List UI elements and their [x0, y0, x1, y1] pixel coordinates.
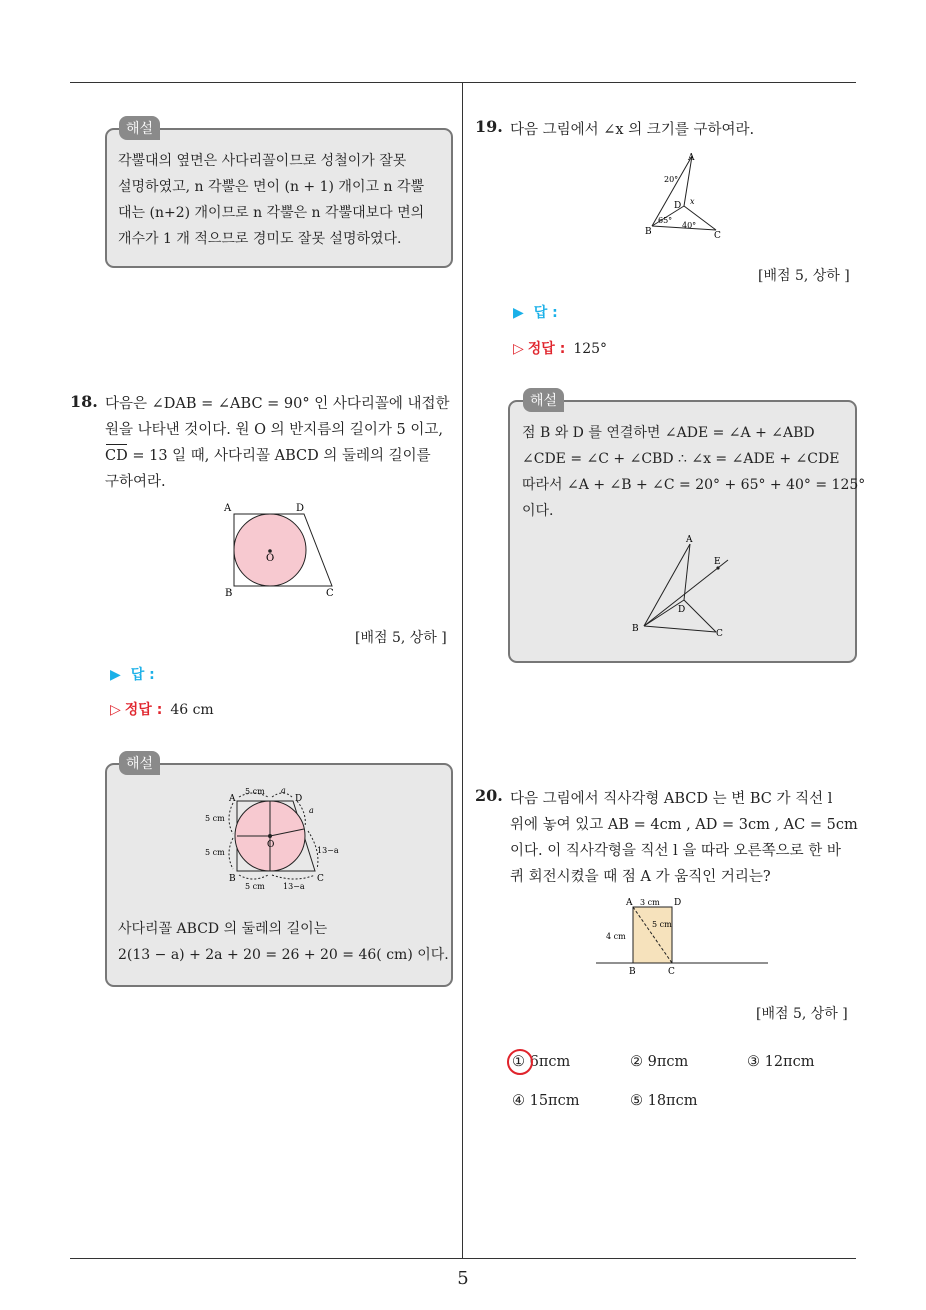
- svg-text:D: D: [678, 605, 686, 615]
- label-B: B: [225, 588, 233, 599]
- svg-text:D: D: [674, 898, 682, 908]
- svg-text:D: D: [295, 794, 303, 804]
- question-number: 18.: [70, 392, 98, 411]
- svg-text:3 cm: 3 cm: [640, 898, 660, 907]
- svg-text:A: A: [688, 153, 695, 163]
- points-label: [배점 5, 상하 ]: [756, 1006, 848, 1022]
- explanation-line: 점 B 와 D 를 연결하면 ∠ADE = ∠A + ∠ABD: [522, 425, 815, 441]
- question-text: 위에 놓여 있고 AB = 4cm , AD = 3cm , AC = 5cm: [510, 817, 858, 833]
- svg-text:O: O: [267, 840, 275, 850]
- label-O: O: [266, 553, 275, 564]
- svg-text:E: E: [714, 557, 721, 567]
- correct-value: 46 cm: [170, 702, 214, 718]
- label-D: D: [296, 503, 305, 514]
- explanation-box-17: [105, 128, 453, 268]
- question-text: 원을 나타낸 것이다. 원 O 의 반지름의 길이가 5 이고,: [105, 422, 443, 438]
- correct-label: 정답 :: [124, 702, 163, 718]
- page-number: 5: [457, 1268, 469, 1289]
- trapezoid-incircle-figure: [220, 500, 350, 600]
- explanation-box-19: [508, 400, 866, 663]
- svg-text:A: A: [229, 794, 236, 804]
- svg-text:C: C: [668, 967, 675, 977]
- svg-text:40°: 40°: [682, 221, 697, 230]
- correct-label: 정답 :: [527, 341, 566, 357]
- question-text: CD = 13 일 때, 사다리꼴 ABCD 의 둘레의 길이를: [105, 448, 431, 464]
- points-label: [배점 5, 상하 ]: [355, 630, 447, 646]
- cd-overline: [106, 444, 127, 445]
- answer-arrow-icon: ▶: [110, 667, 121, 683]
- explanation-figure-18: [205, 783, 355, 893]
- explanation-tag: 해설: [119, 751, 160, 775]
- column-divider: [462, 83, 463, 1258]
- answer-label: 답 :: [533, 305, 558, 321]
- svg-text:5 cm: 5 cm: [205, 848, 225, 857]
- svg-text:A: A: [626, 898, 633, 908]
- explanation-line: 사다리꼴 ABCD 의 둘레의 길이는: [118, 921, 328, 937]
- explanation-line: ∠CDE = ∠C + ∠CBD ∴ ∠x = ∠ADE + ∠CDE: [522, 451, 840, 467]
- header-rule: [70, 82, 856, 83]
- label-C: C: [326, 588, 334, 599]
- svg-text:5 cm: 5 cm: [205, 814, 225, 823]
- answer-arrow-icon: ▶: [513, 305, 524, 321]
- rectangle-figure-20: [596, 895, 771, 980]
- svg-text:13−a: 13−a: [317, 846, 339, 855]
- question-number: 19.: [475, 117, 503, 136]
- correct-answer-row: [513, 338, 607, 358]
- svg-text:4 cm: 4 cm: [606, 932, 626, 941]
- svg-text:a: a: [281, 786, 286, 795]
- svg-text:5 cm: 5 cm: [245, 882, 265, 891]
- choice-5[interactable]: ⑤ 18πcm: [630, 1093, 698, 1109]
- svg-text:C: C: [714, 231, 721, 240]
- explanation-line: 따라서 ∠A + ∠B + ∠C = 20° + 65° + 40° = 125°: [522, 477, 866, 493]
- answer-row: [110, 664, 155, 684]
- answer-label: 답 :: [130, 667, 155, 683]
- explanation-tag: 해설: [119, 116, 160, 140]
- correct-answer-row: [110, 699, 214, 719]
- choice-2[interactable]: ② 9πcm: [630, 1054, 689, 1070]
- triangle-figure-19: [640, 148, 730, 240]
- svg-text:A: A: [686, 535, 693, 545]
- explanation-tag: 해설: [523, 388, 564, 412]
- explanation-line: 2(13 − a) + 2a + 20 = 26 + 20 = 46( cm) 이다.: [118, 947, 449, 963]
- correct-arrow-icon: ▷: [513, 341, 524, 357]
- label-A: A: [224, 503, 232, 514]
- svg-text:B: B: [229, 874, 236, 884]
- svg-text:5 cm: 5 cm: [245, 787, 265, 796]
- choice-3[interactable]: ③ 12πcm: [747, 1054, 815, 1070]
- correct-arrow-icon: ▷: [110, 702, 121, 718]
- explanation-figure-19: [628, 532, 738, 642]
- svg-text:20°: 20°: [664, 175, 679, 184]
- svg-text:5 cm: 5 cm: [652, 920, 672, 929]
- question-text: 구하여라.: [105, 474, 166, 490]
- explanation-box-18: [105, 763, 453, 987]
- svg-text:13−a: 13−a: [283, 882, 305, 891]
- explanation-line: 각뿔대의 옆면은 사다리꼴이므로 성철이가 잘못: [118, 153, 407, 169]
- svg-text:B: B: [629, 967, 636, 977]
- svg-text:C: C: [716, 629, 723, 639]
- choice-4[interactable]: ④ 15πcm: [512, 1093, 580, 1109]
- choice-1[interactable]: ① 6πcm: [512, 1054, 571, 1070]
- footer-rule: [70, 1258, 856, 1259]
- points-label: [배점 5, 상하 ]: [758, 268, 850, 284]
- explanation-line: 설명하였고, n 각뿔은 면이 (n + 1) 개이고 n 각뿔: [118, 179, 424, 195]
- svg-text:B: B: [632, 624, 639, 634]
- svg-text:x: x: [690, 197, 695, 206]
- correct-value: 125°: [573, 341, 608, 357]
- selected-choice-circle: [507, 1049, 533, 1075]
- explanation-line: 이다.: [522, 503, 554, 519]
- svg-text:a: a: [309, 806, 314, 815]
- svg-text:D: D: [674, 201, 682, 211]
- svg-text:C: C: [317, 874, 324, 884]
- question-number: 20.: [475, 786, 503, 805]
- explanation-line: 대는 (n+2) 개이므로 n 각뿔은 n 각뿔대보다 면의: [118, 205, 425, 221]
- answer-row: [513, 302, 558, 322]
- question-text: 다음 그림에서 ∠x 의 크기를 구하여라.: [510, 122, 755, 138]
- svg-text:65°: 65°: [658, 216, 673, 225]
- question-text: 다음 그림에서 직사각형 ABCD 는 변 BC 가 직선 l: [510, 791, 833, 807]
- explanation-line: 개수가 1 개 적으므로 경미도 잘못 설명하였다.: [118, 231, 402, 247]
- question-text: 이다. 이 직사각형을 직선 l 을 따라 오른쪽으로 한 바: [510, 843, 841, 859]
- question-text: 퀴 회전시켰을 때 점 A 가 움직인 거리는?: [510, 869, 771, 885]
- svg-text:B: B: [645, 227, 652, 237]
- question-text: 다음은 ∠DAB = ∠ABC = 90° 인 사다리꼴에 내접한: [105, 396, 450, 412]
